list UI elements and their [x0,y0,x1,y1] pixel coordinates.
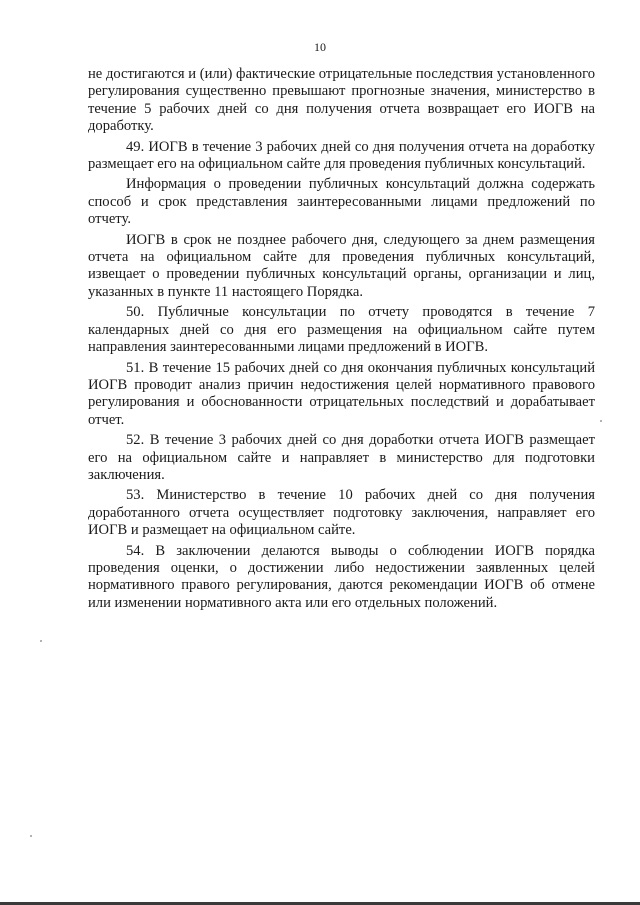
paragraph-notification: ИОГВ в срок не позднее рабочего дня, следующего за днем размещения отчета на официальном сайте для проведения публичных консультаций, извещает о проведении публичных консультаций органы, организации и лиц, указанных в пункте 11 настоящего Порядка. [88,231,595,300]
scan-speck [600,420,602,422]
page-number: 10 [314,40,326,54]
scan-speck [30,835,32,837]
scan-speck [40,640,42,642]
document-body [88,66,595,615]
paragraph-consultation-info: Информация о проведении публичных консультаций должна содержать способ и срок представления заинтересованными лицами предложений по отчету. [88,176,595,228]
paragraph-item-49: 49. ИОГВ в течение 3 рабочих дней со дня получения отчета на доработку размещает его на официальном сайте для проведения публичных консультаций. [88,138,595,173]
paragraph-item-50: 50. Публичные консультации по отчету проводятся в течение 7 календарных дней со дня его размещения на официальном сайте путем направления заинтересованными лицами предложений в ИОГВ. [88,304,595,356]
paragraph-item-51: 51. В течение 15 рабочих дней со дня окончания публичных консультаций ИОГВ проводит анализ причин недостижения целей нормативного правового регулирования и обоснованности отрицательных последствий и дорабатывает отчет. [88,359,595,428]
paragraph-item-52: 52. В течение 3 рабочих дней со дня доработки отчета ИОГВ размещает его на официальном сайте и направляет в министерство для подготовки заключения. [88,432,595,483]
paragraph-continuation: не достигаются и (или) фактические отрицательные последствия установленного регулирования существенно превышают прогнозные значения, министерство в течение 5 рабочих дней со дня получения отчета возвращает его ИОГВ на доработку. [88,66,595,135]
paragraph-item-53: 53. Министерство в течение 10 рабочих дней со дня получения доработанного отчета осуществляет подготовку заключения, направляет его ИОГВ и размещает на официальном сайте. [88,487,595,539]
paragraph-item-54: 54. В заключении делаются выводы о соблюдении ИОГВ порядка проведения оценки, о достижении либо недостижении заявленных целей нормативного правого регулирования, даются рекомендации ИОГВ об отмене или изменении нормативного акта или его отдельных положений. [88,542,595,611]
